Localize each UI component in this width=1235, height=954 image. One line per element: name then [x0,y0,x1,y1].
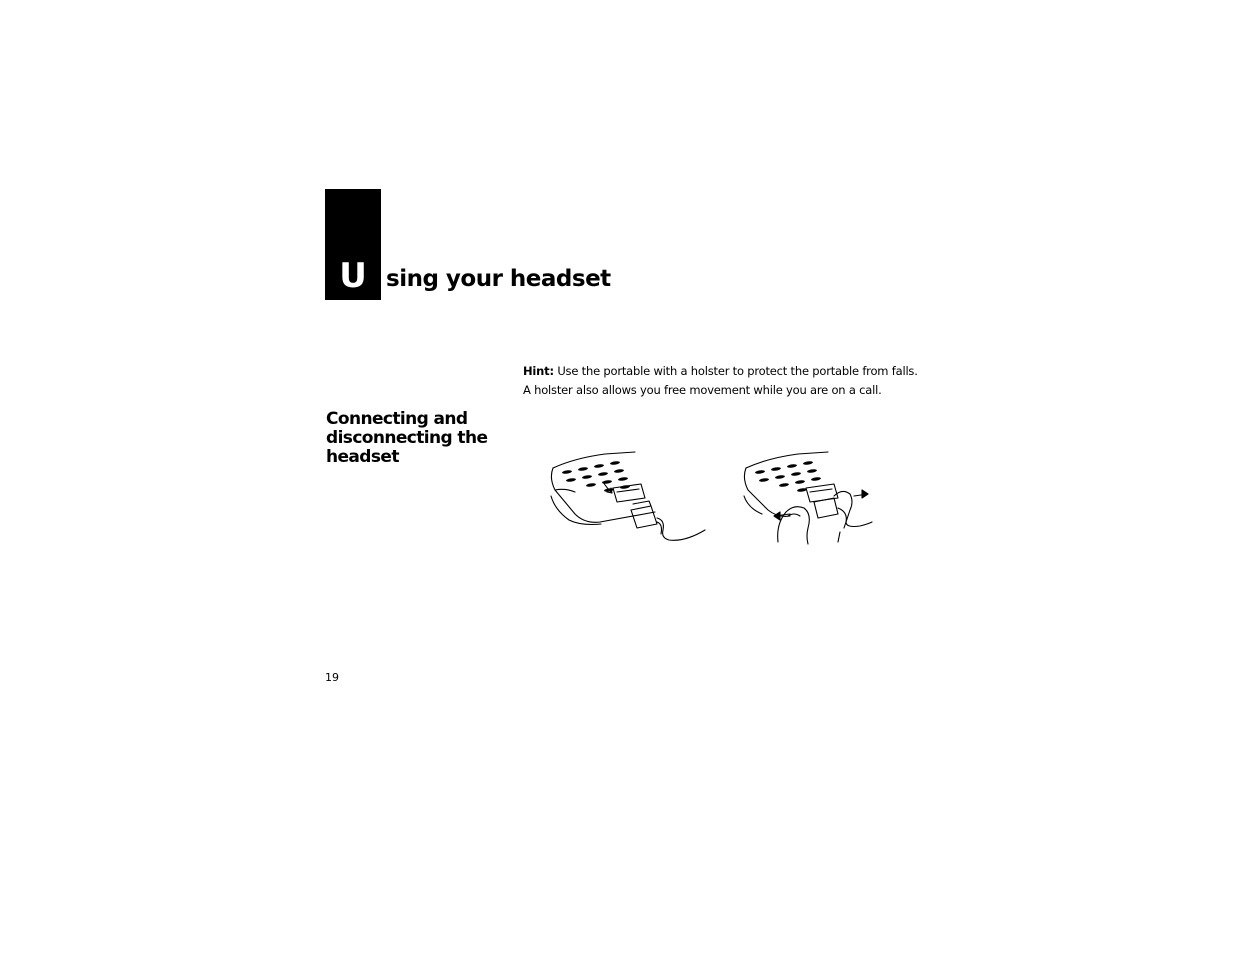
hint-label: Hint: [523,364,554,378]
phone-disconnect-headset-illustration [738,448,878,548]
section-heading [326,410,506,467]
hint-line-1 [523,362,918,381]
chapter-initial-letter: U [339,256,367,296]
hint-line-2: A holster also allows you free movement while you are on a call. [523,383,882,397]
chapter-title: sing your headset [386,266,611,292]
section-heading-line-3: headset [326,447,399,467]
hint-text-1: Use the portable with a holster to protect the portable from falls. [557,364,918,378]
phone-connect-headset-illustration [545,448,710,548]
section-heading-line-2: disconnecting the [326,428,488,448]
chapter-initial-block [325,189,381,300]
section-heading-line-1: Connecting and [326,409,468,429]
hint-paragraph [523,362,918,400]
page-number: 19 [325,671,339,684]
